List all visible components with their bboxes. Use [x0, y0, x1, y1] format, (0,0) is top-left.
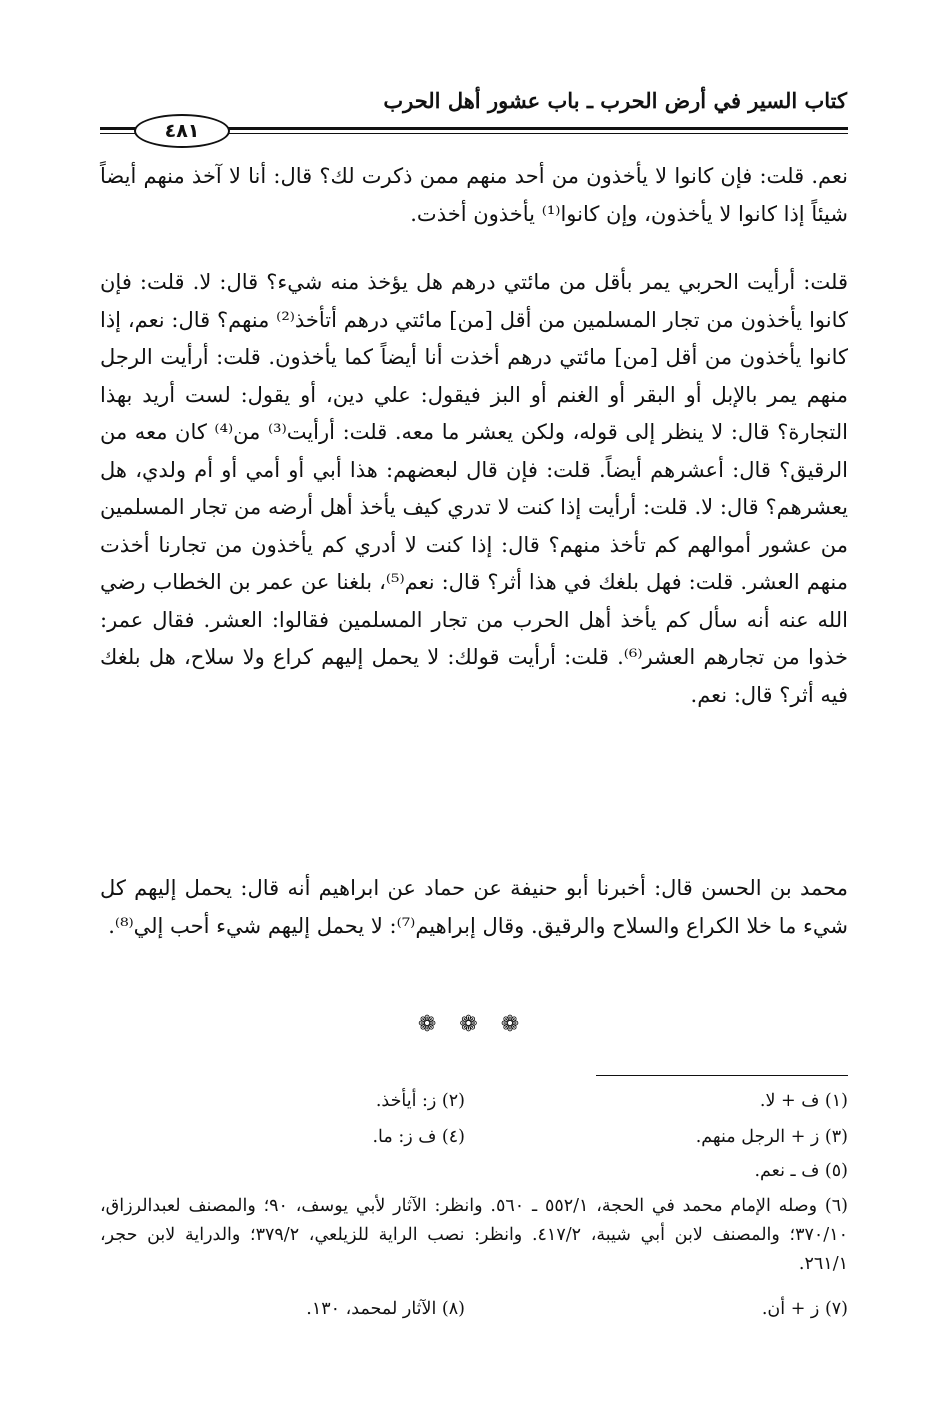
- running-title: كتاب السير في أرض الحرب ـ باب عشور أهل الحرب: [383, 88, 847, 113]
- paragraph-2: قلت: أرأيت الحربي يمر بأقل من مائتي درهم هل يؤخذ منه شيء؟ قال: لا. قلت: فإن كانوا يأخذون من تجار المسلمين من أقل [من] مائتي درهم أتأخذ⁽²⁾ منهم؟ قال: نعم، إذا كانوا يأخذون من أقل [من] مائتي درهم أخذت أنا أيضاً كما يأخذون. قلت: أرأيت الرجل منهم يمر بالإبل أو البقر أو الغنم أو البز فيقول: علي دين، أو يقول: لست أريد بهذا التجارة؟ قال: لا ينظر إلى قوله، ولكن يعشر ما معه. قلت: أرأيت⁽³⁾ من⁽⁴⁾ كان معه من الرقيق؟ قال: أعشرهم أيضاً. قلت: فإن قال لبعضهم: هذا أبي أو أمي أو أم ولدي، هل يعشرهم؟ قال: لا. قلت: أرأيت إذا كنت لا تدري كيف يأخذ أهل أرضه من تجار المسلمين من عشور أموالهم كم تأخذ منهم؟ قال: إذا كنت لا أدري كم يأخذون من تجارنا أخذت منهم العشر. قلت: فهل بلغك في هذا أثر؟ قال: نعم⁽⁵⁾، بلغنا عن عمر بن الخطاب رضي الله عنه أنه سأل كم يأخذ أهل الحرب من تجار المسلمين فقالوا: العشر. فقال عمر: خذوا من تجارهم العشر⁽⁶⁾. قلت: أرأيت قولك: لا يحمل إليهم كراع ولا سلاح، هل بلغك فيه أثر؟ قال: نعم.: [100, 270, 849, 707]
- footnote-8: (٨) الآثار لمحمد، ١٣٠.: [306, 1299, 465, 1319]
- footnote-2: (٢) ز: أيأخذ.: [375, 1091, 465, 1111]
- footnote-4: (٤) ف ز: ما.: [372, 1127, 465, 1147]
- paragraph-3: محمد بن الحسن قال: أخبرنا أبو حنيفة عن حماد عن ابراهيم أنه قال: يحمل إليهم كل شيء ما خلا الكراع والسلاح والرقيق. وقال إبراهيم⁽⁷⁾: لا يحمل إليهم شيء أحب إلي⁽⁸⁾.: [100, 876, 848, 938]
- footnote-7: (٧) ز + أن.: [761, 1299, 848, 1319]
- footnote-3: (٣) ز + الرجل منهم.: [695, 1127, 848, 1147]
- footnote-5: (٥) ف ـ نعم.: [754, 1161, 848, 1181]
- footnote-rule: [596, 1075, 848, 1076]
- footnote-1: (١) ف + لا.: [759, 1091, 848, 1111]
- paragraph-1: نعم. قلت: فإن كانوا لا يأخذون من أحد منهم ممن ذكرت لك؟ قال: أنا لا آخذ منهم أيضاً شيئاً إذا كانوا لا يأخذون، وإن كانوا⁽¹⁾ يأخذون أخذت.: [100, 164, 848, 226]
- footnote-6: (٦) وصله الإمام محمد في الحجة، ٥٥٢/١ ـ ٥٦٠. وانظر: الآثار لأبي يوسف، ٩٠؛ والمصنف لعبدالرزاق، ٣٧٠/١٠؛ والمصنف لابن أبي شيبة، ٤١٧/٢. وانظر: نصب الراية للزيلعي، ٣٧٩/٢؛ والدراية لابن حجر، ٢٦١/١.: [100, 1196, 848, 1274]
- page-number: ٤٨١: [134, 114, 230, 148]
- section-separator: ❁ ❁ ❁: [417, 1012, 528, 1037]
